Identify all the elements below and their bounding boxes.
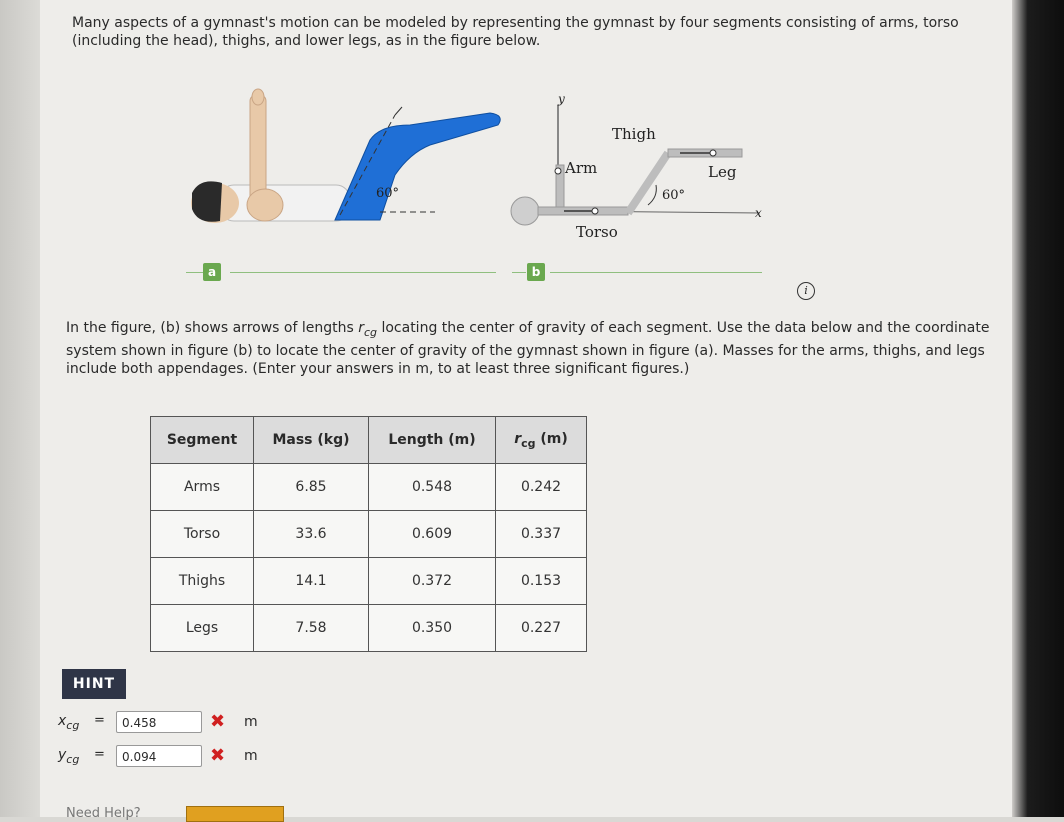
info-icon[interactable]: i [797,282,815,300]
figure-a-gymnast [191,89,500,223]
table-row [151,511,587,558]
y-cg-label [58,747,79,766]
data-table [150,416,587,652]
figure-b-rule-right [550,272,762,273]
figure-b-rule [512,272,526,273]
right-edge [1012,0,1064,817]
x-cg-label [58,713,79,732]
cell-segment: Arms [151,464,254,511]
x-sub: cg [66,719,80,732]
figure-a-rule-right [230,272,496,273]
cell-length: 0.548 [369,464,496,511]
cell-segment: Torso [151,511,254,558]
figure-a-tag: a [203,263,221,281]
cell-length: 0.372 [369,558,496,605]
header-rcg [496,417,587,464]
y-var: y [58,747,67,763]
y-wrong-icon: ✖ [210,745,226,766]
question-r: r [358,320,364,336]
x-wrong-icon: ✖ [210,711,226,732]
intro-text: Many aspects of a gymnast's motion can be modeled by representing the gymnast by four segments consisting of arms, torso (including the head), thighs, and lower legs, as in the figure below. [72,15,959,49]
thigh-label: Thigh [612,125,656,143]
question-cg: cg [363,326,378,339]
question-part1: In the figure, (b) shows arrows of lengths [66,320,359,336]
answer-row-y [58,745,278,771]
header-length: Length (m) [369,417,496,464]
cell-length: 0.350 [369,605,496,652]
header-unit: (m) [535,430,568,447]
cell-mass: 7.58 [254,605,369,652]
x-var: x [58,713,67,729]
figure [180,85,780,285]
x-axis-label: x [755,206,762,220]
leg-label: Leg [708,163,737,181]
cell-segment: Thighs [151,558,254,605]
torso-label: Torso [576,223,618,241]
question-text [66,319,996,378]
y-sub: cg [66,753,80,766]
table-row [151,464,587,511]
arm-label: Arm [565,159,598,177]
read-it-button[interactable] [186,806,284,822]
x-cg-input[interactable]: 0.458 [116,711,202,733]
cell-mass: 6.85 [254,464,369,511]
cell-rcg: 0.227 [496,605,587,652]
hint-button[interactable]: HINT [62,669,126,699]
cell-length: 0.609 [369,511,496,558]
left-edge [0,0,40,817]
y-equals: = [94,747,105,762]
header-cg: cg [521,436,536,450]
cell-rcg: 0.337 [496,511,587,558]
table-row [151,605,587,652]
x-equals: = [94,713,105,728]
answer-row-x [58,711,278,737]
cell-mass: 33.6 [254,511,369,558]
cell-rcg: 0.242 [496,464,587,511]
y-unit: m [244,748,258,764]
header-segment: Segment [151,417,254,464]
x-unit: m [244,714,258,730]
table-row [151,558,587,605]
question-part2: locating the center of gravity of each segment. Use the data below and the coordinate system shown in figure (b) to locate the center of gravity of the gymnast shown in figure (a). Masses for the arms, thighs, and legs include both appendages. (Enter your answers in m, to at least three significant figures.) [66,320,990,377]
y-cg-input[interactable]: 0.094 [116,745,202,767]
cell-rcg: 0.153 [496,558,587,605]
header-mass: Mass (kg) [254,417,369,464]
y-axis-label: y [558,92,565,106]
figure-b-tag: b [527,263,545,281]
angle-a-label: 60° [376,186,400,201]
header-r: r [514,430,522,447]
need-help-label: Need Help? [66,806,141,821]
cell-segment: Legs [151,605,254,652]
cell-mass: 14.1 [254,558,369,605]
angle-b-label: 60° [662,188,686,203]
table-header-row [151,417,587,464]
